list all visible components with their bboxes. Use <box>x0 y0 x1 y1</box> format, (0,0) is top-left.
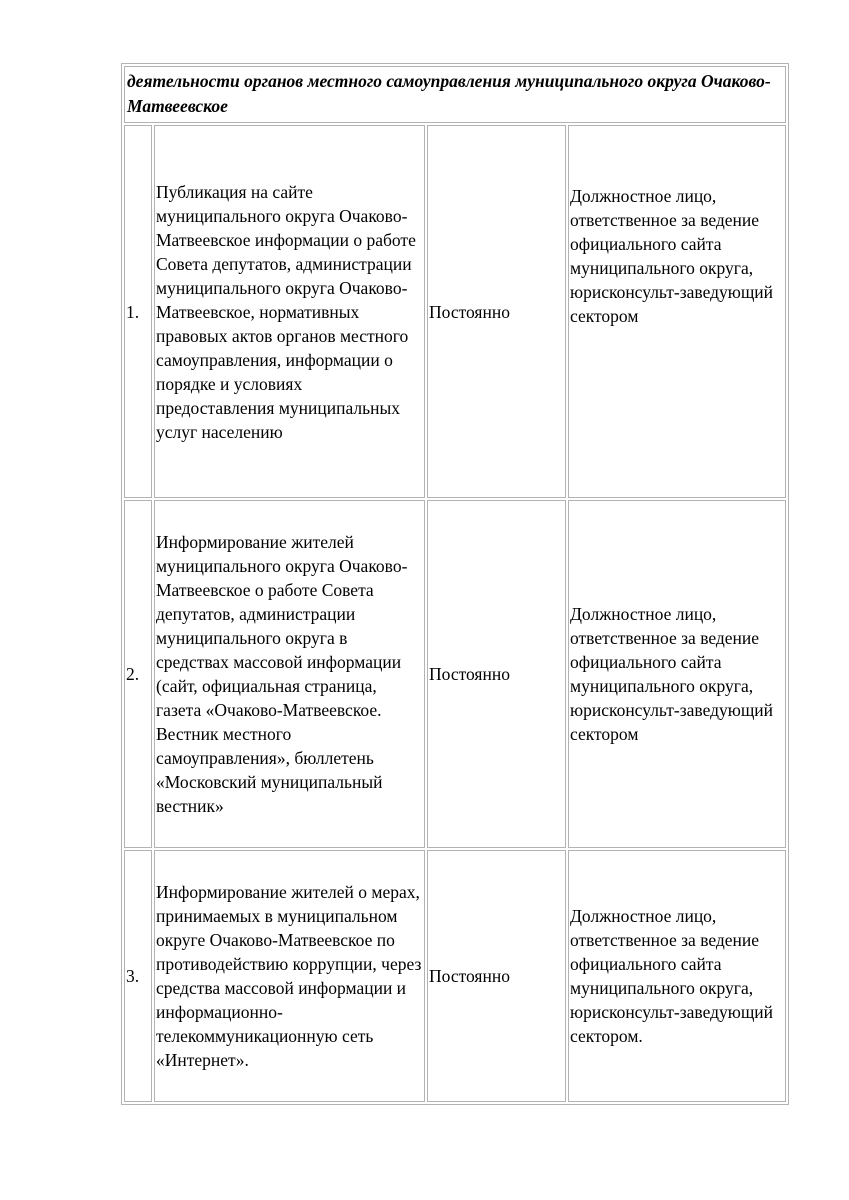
row-responsible: Должностное лицо, ответственное за ведение официального сайта муниципального округа, юрисконсульт-заведующий сектором <box>568 125 786 498</box>
row-number: 2. <box>124 500 152 848</box>
table-row <box>124 500 786 848</box>
section-heading: деятельности органов местного самоуправления муниципального округа Очаково-Матвеевское <box>124 66 786 123</box>
row-description: Информирование жителей муниципального округа Очаково-Матвеевское о работе Совета депутатов, администрации муниципального округа в средствах массовой информации (сайт, официальная страница, газета «Очаково-Матвеевское. Вестник местного самоуправления», бюллетень «Московский муниципальный вестник» <box>154 500 425 848</box>
table-row <box>124 125 786 498</box>
row-description-text: Публикация на сайте муниципального округа Очаково- Матвеевское информации о работе Совета депутатов, администрации муниципального округа Очаково-Матвеевское, нормативных правовых актов органов местного самоуправления, информации о порядке и условиях предоставления муниципальных услуг населению <box>156 181 416 442</box>
row-responsible: Должностное лицо, ответственное за ведение официального сайта муниципального округа, юрисконсульт-заведующий сектором. <box>568 850 786 1102</box>
row-term: Постоянно <box>427 850 566 1102</box>
row-description <box>154 125 425 498</box>
row-description: Информирование жителей о мерах, принимаемых в муниципальном округе Очаково-Матвеевское по противодействию коррупции, через средства массовой информации и информационно-телекоммуникационную сеть «Интернет». <box>154 850 425 1102</box>
row-responsible: Должностное лицо, ответственное за ведение официального сайта муниципального округа, юрисконсульт-заведующий сектором <box>568 500 786 848</box>
measures-table <box>121 63 789 1105</box>
table-row <box>124 850 786 1102</box>
row-number: 1. <box>124 125 152 498</box>
row-term: Постоянно <box>427 500 566 848</box>
table-section-row <box>124 66 786 123</box>
row-term: Постоянно <box>427 125 566 498</box>
row-number: 3. <box>124 850 152 1102</box>
